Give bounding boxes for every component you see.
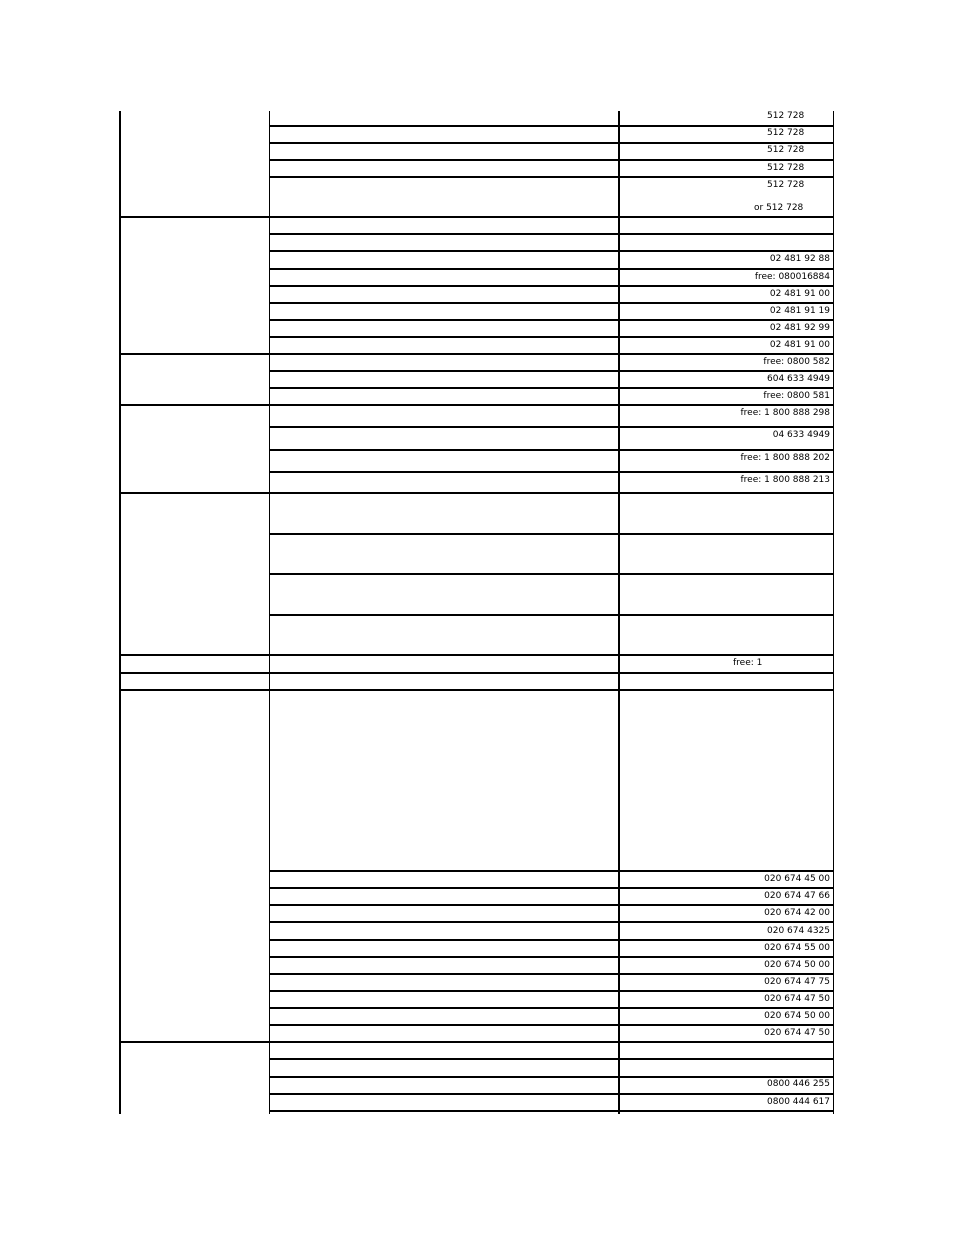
row-divider bbox=[269, 319, 834, 321]
column-border-2 bbox=[269, 111, 270, 1114]
row-divider bbox=[269, 1024, 834, 1026]
row-divider bbox=[269, 250, 834, 252]
phone-number: 02 481 91 00 bbox=[769, 340, 830, 350]
phone-number: 020 674 47 66 bbox=[764, 891, 830, 901]
group-divider bbox=[119, 672, 834, 674]
phone-number: free: 1 800 888 213 bbox=[740, 475, 830, 485]
row-divider bbox=[269, 973, 834, 975]
phone-number: 512 728 bbox=[767, 180, 805, 190]
phone-number: free: 1 800 888 298 bbox=[740, 408, 830, 418]
row-divider bbox=[269, 1058, 834, 1060]
column-border-right bbox=[833, 111, 834, 1114]
group-divider bbox=[119, 689, 834, 691]
phone-number: 02 481 91 19 bbox=[769, 306, 830, 316]
row-divider bbox=[269, 1093, 834, 1095]
row-divider bbox=[269, 887, 834, 889]
phone-number: 512 728 bbox=[767, 145, 805, 155]
row-divider bbox=[269, 614, 834, 616]
row-divider bbox=[269, 387, 834, 389]
phone-number: 02 481 91 00 bbox=[769, 289, 830, 299]
row-divider bbox=[269, 285, 834, 287]
row-divider bbox=[269, 1076, 834, 1078]
row-divider bbox=[269, 159, 834, 161]
phone-number: 02 481 92 99 bbox=[769, 323, 830, 333]
row-divider bbox=[269, 533, 834, 535]
row-divider bbox=[269, 233, 834, 235]
phone-number: 020 674 55 00 bbox=[764, 943, 830, 953]
group-divider bbox=[119, 1041, 834, 1043]
phone-number: 020 674 47 50 bbox=[764, 994, 830, 1004]
row-divider bbox=[269, 471, 834, 473]
row-divider bbox=[269, 125, 834, 127]
row-divider bbox=[269, 176, 834, 178]
phone-number: free: 0800 581 bbox=[763, 391, 830, 401]
row-divider bbox=[269, 302, 834, 304]
phone-number: 02 481 92 88 bbox=[769, 254, 830, 264]
group-divider bbox=[119, 492, 834, 494]
column-border-left bbox=[119, 111, 121, 1114]
row-divider bbox=[269, 990, 834, 992]
row-divider bbox=[269, 921, 834, 923]
phone-number: free: 1 bbox=[733, 658, 763, 668]
phone-number: 512 728 bbox=[767, 163, 805, 173]
phone-number: 04 633 4949 bbox=[772, 430, 830, 440]
phone-number: 512 728 bbox=[767, 128, 805, 138]
phone-number: 020 674 47 75 bbox=[764, 977, 830, 987]
row-divider bbox=[269, 870, 834, 872]
row-divider bbox=[269, 1110, 834, 1112]
row-divider bbox=[269, 426, 834, 428]
row-divider bbox=[269, 1007, 834, 1009]
phone-number: 020 674 50 00 bbox=[764, 1011, 830, 1021]
phone-number: 020 674 45 00 bbox=[764, 874, 830, 884]
phone-number: or 512 728 bbox=[754, 203, 804, 213]
row-divider bbox=[269, 449, 834, 451]
phone-number: free: 0800 582 bbox=[763, 357, 830, 367]
group-divider bbox=[119, 404, 834, 406]
row-divider bbox=[269, 336, 834, 338]
phone-number: 604 633 4949 bbox=[767, 374, 830, 384]
row-divider bbox=[269, 142, 834, 144]
phone-number: 512 728 bbox=[767, 111, 805, 121]
phone-number: 020 674 4325 bbox=[767, 926, 830, 936]
phone-number: 020 674 42 00 bbox=[764, 908, 830, 918]
row-divider bbox=[269, 904, 834, 906]
phone-number: 020 674 50 00 bbox=[764, 960, 830, 970]
group-divider bbox=[119, 353, 834, 355]
phone-number: free: 1 800 888 202 bbox=[740, 453, 830, 463]
row-divider bbox=[269, 956, 834, 958]
phone-number: 020 674 47 50 bbox=[764, 1028, 830, 1038]
group-divider bbox=[119, 654, 834, 656]
phone-number: 0800 446 255 bbox=[767, 1079, 830, 1089]
phone-number: free: 080016884 bbox=[754, 272, 830, 282]
row-divider bbox=[269, 573, 834, 575]
row-divider bbox=[269, 370, 834, 372]
row-divider bbox=[269, 939, 834, 941]
row-divider bbox=[269, 268, 834, 270]
phone-number: 0800 444 617 bbox=[767, 1097, 830, 1107]
group-divider bbox=[119, 216, 834, 218]
